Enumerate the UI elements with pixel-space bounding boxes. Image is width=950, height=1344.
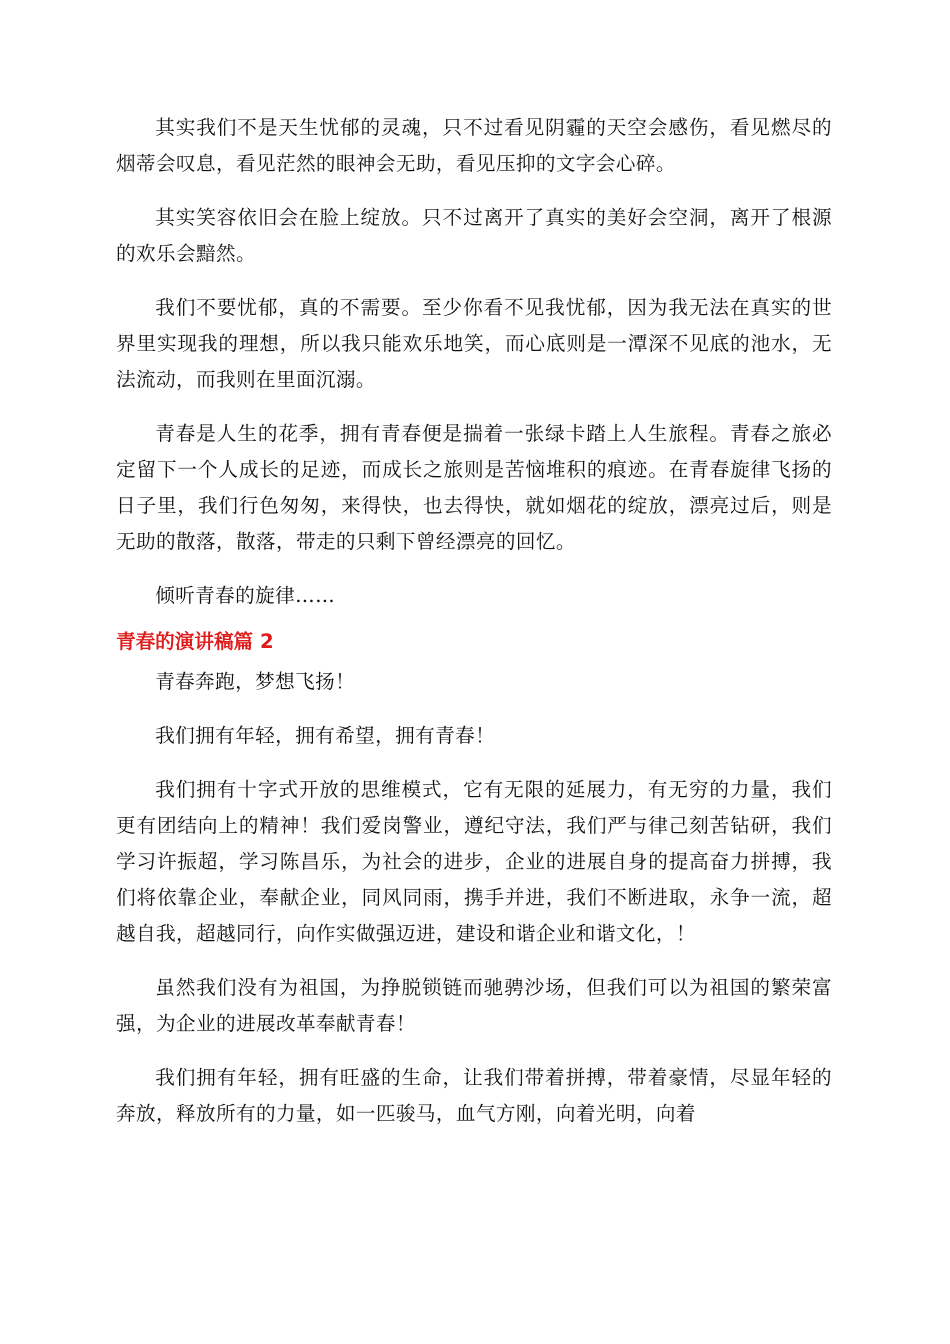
body-paragraph: 其实我们不是天生忧郁的灵魂，只不过看见阴霾的天空会感伤，看见燃尽的烟蒂会叹息，看见茫然的眼神会无助，看见压抑的文字会心碎。 [116,116,832,175]
body-paragraph: 我们拥有十字式开放的思维模式，它有无限的延展力，有无穷的力量，我们更有团结向上的精神！我们爱岗警业，遵纪守法，我们严与律己刻苦钻研，我们学习许振超，学习陈昌乐，为社会的进步，企业的进展自身的提高奋力拼搏，我们将依靠企业，奉献企业，同风同雨，携手并进，我们不断进取，永争一流，超越自我，超越同行，向作实做强迈进，建设和谐企业和谐文化，！ [116,778,832,945]
body-paragraph: 我们拥有年轻，拥有旺盛的生命，让我们带着拼搏，带着豪情，尽显年轻的奔放，释放所有的力量，如一匹骏马，血气方刚，向着光明，向着 [116,1066,832,1125]
body-paragraph: 青春奔跑，梦想飞扬！ [155,670,356,693]
body-paragraph: 其实笑容依旧会在脸上绽放。只不过离开了真实的美好会空洞，离开了根源的欢乐会黯然。 [116,206,832,265]
body-paragraph: 倾听青春的旋律…… [155,584,336,607]
document-page [116,110,832,1132]
body-paragraph: 青春是人生的花季，拥有青春便是揣着一张绿卡踏上人生旅程。青春之旅必定留下一个人成长的足迹，而成长之旅则是苦恼堆积的痕迹。在青春旋律飞扬的日子里，我们行色匆匆，来得快，也去得快，就如烟花的绽放，漂亮过后，则是无助的散落，散落，带走的只剩下曾经漂亮的回忆。 [116,422,832,553]
body-paragraph: 我们拥有年轻，拥有希望，拥有青春！ [155,724,496,747]
body-paragraph: 虽然我们没有为祖国，为挣脱锁链而驰骋沙场，但我们可以为祖国的繁荣富强，为企业的进展改革奉献青春！ [116,976,832,1035]
section-heading: 青春的演讲稿篇 2 [116,630,274,653]
body-paragraph: 我们不要忧郁，真的不需要。至少你看不见我忧郁，因为我无法在真实的世界里实现我的理想，所以我只能欢乐地笑，而心底则是一潭深不见底的池水，无法流动，而我则在里面沉溺。 [116,296,832,391]
